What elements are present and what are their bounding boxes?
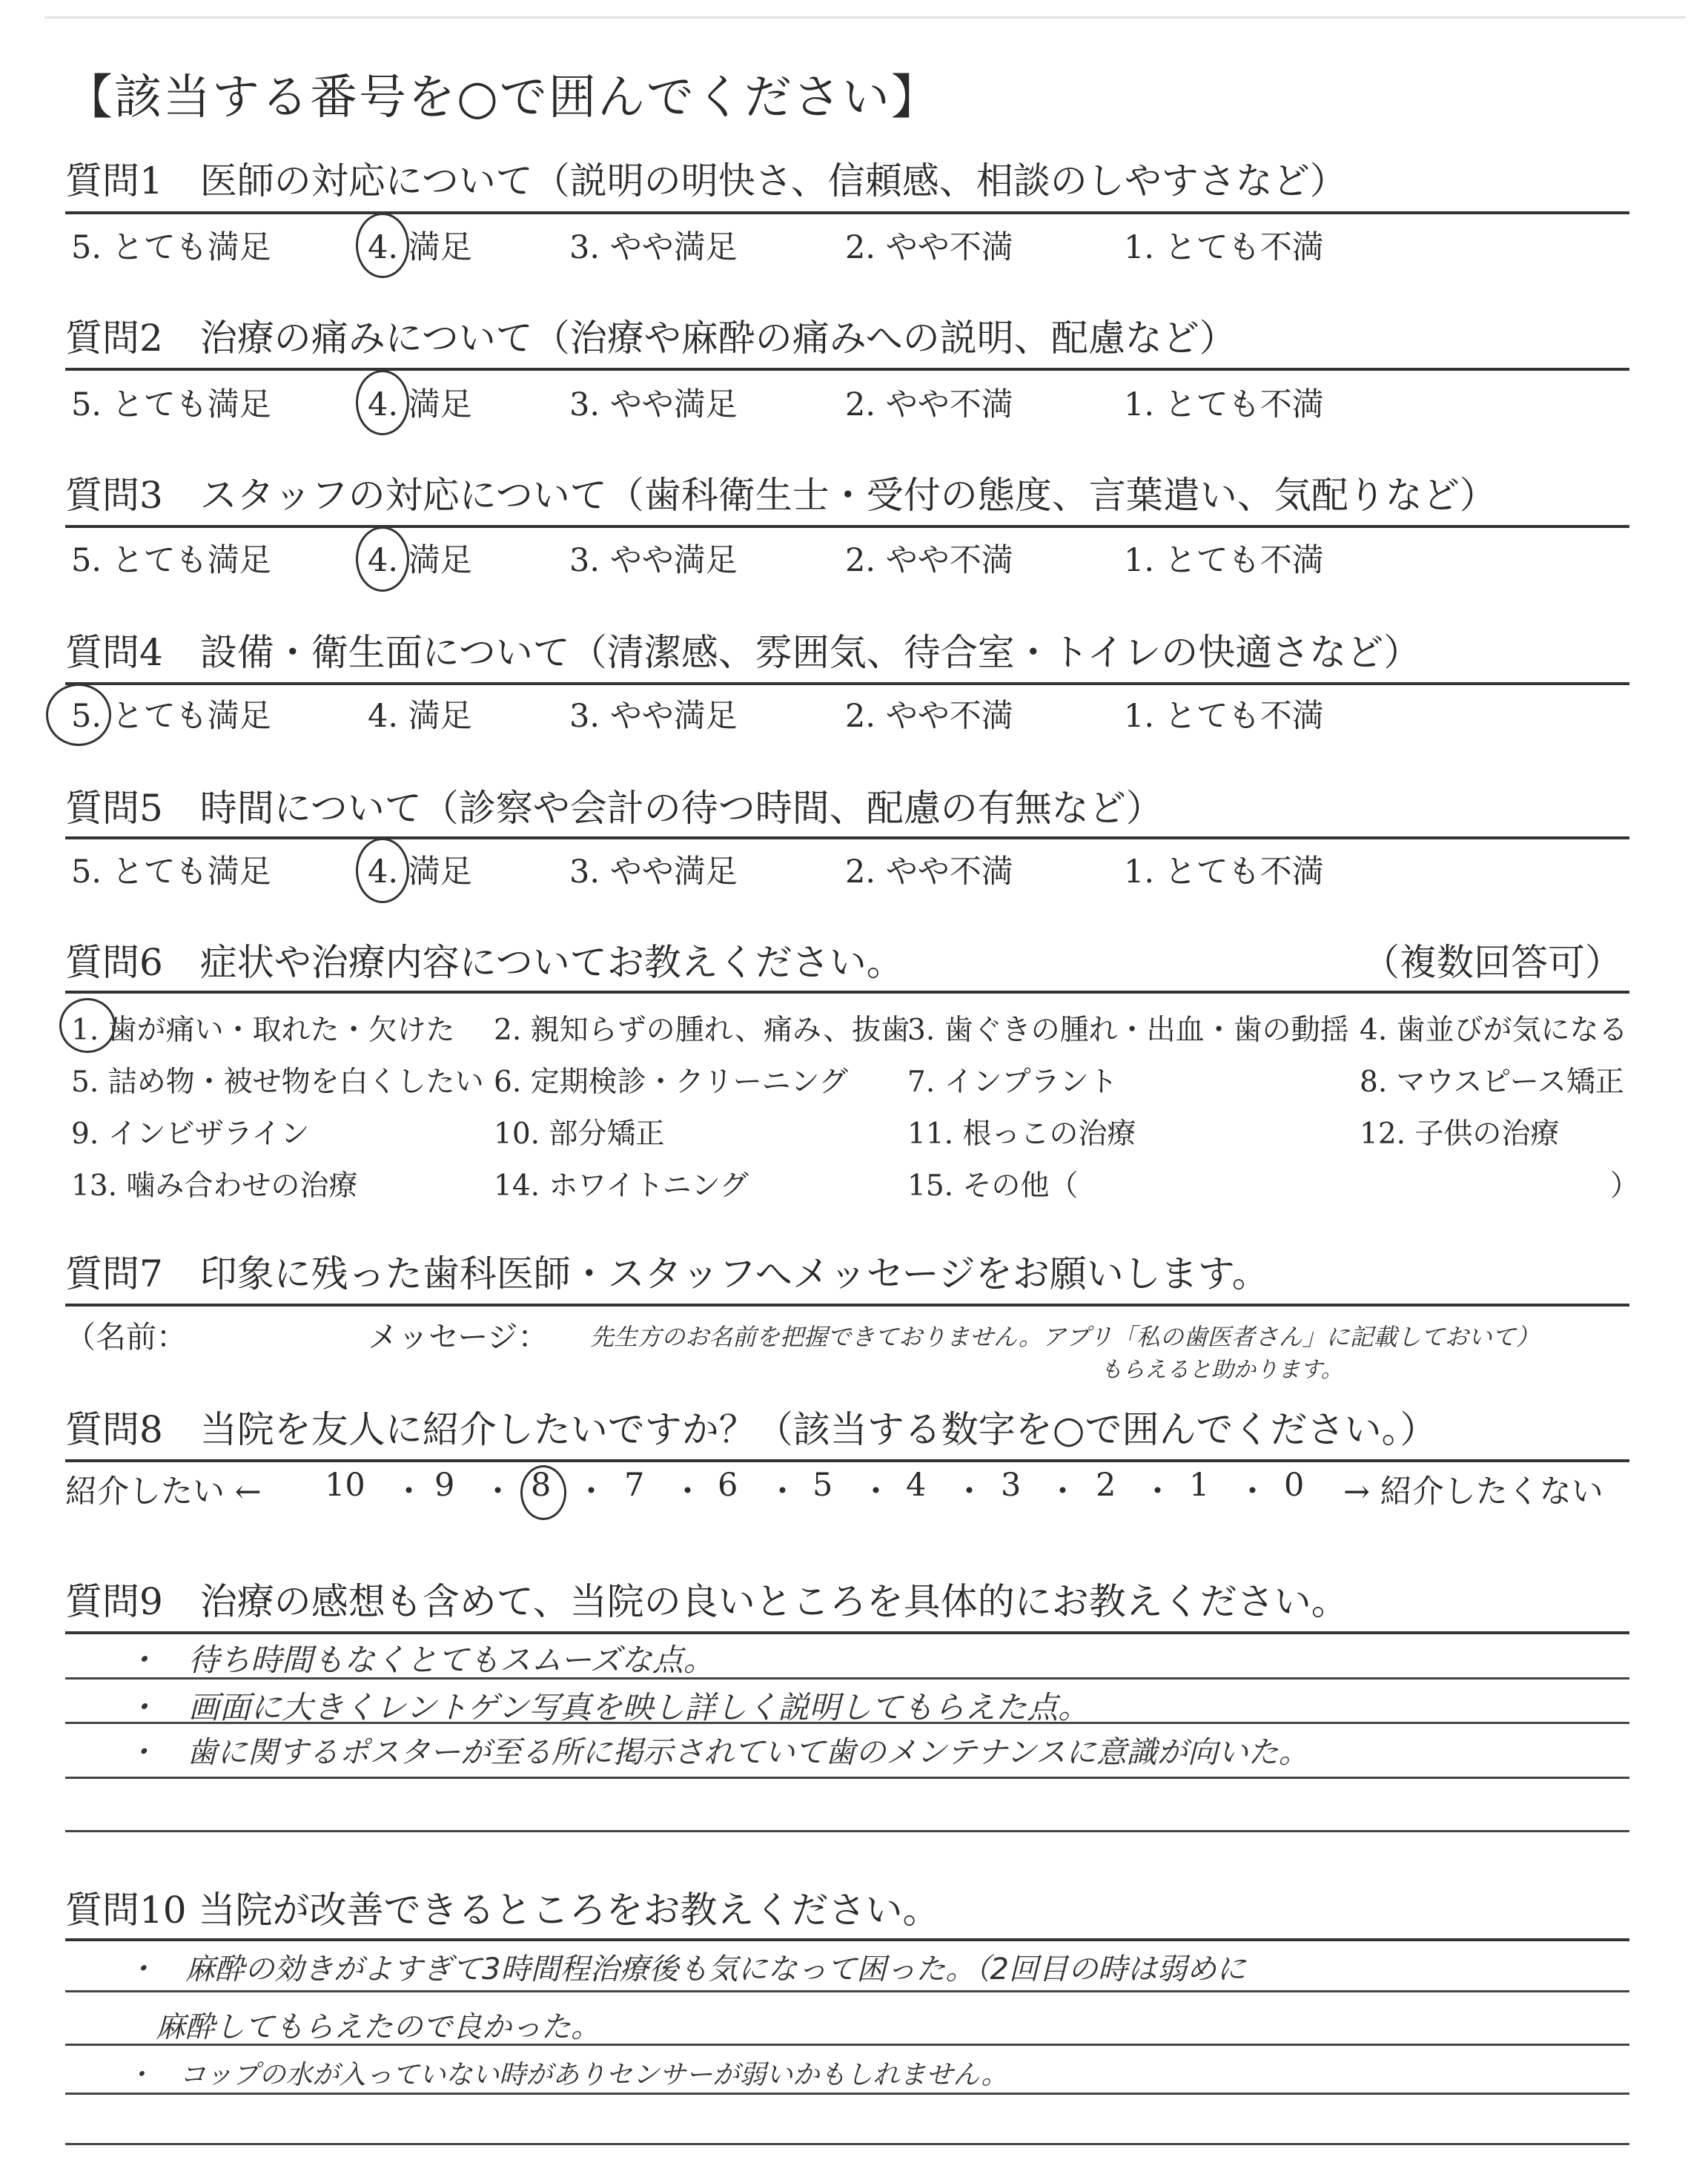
- q9-rule-2: [65, 1677, 1629, 1680]
- q8-score-10[interactable]: 10: [325, 1467, 365, 1504]
- q8-score-4[interactable]: 4: [906, 1467, 927, 1504]
- q1-option-1[interactable]: 1. とても不満: [1124, 229, 1324, 266]
- q8-separator: ・: [482, 1473, 514, 1510]
- q8-separator: ・: [1142, 1473, 1174, 1510]
- q3-rule: [65, 525, 1629, 528]
- q8-right-label: → 紹介したくない: [1343, 1473, 1603, 1510]
- q6-item-13[interactable]: 13. 噛み合わせの治療: [71, 1169, 358, 1203]
- q9-rule-5: [65, 1830, 1629, 1832]
- q8-selection-circle: [520, 1465, 566, 1520]
- q5-options: [65, 847, 1629, 891]
- q8-score-7[interactable]: 7: [624, 1467, 645, 1504]
- q4-option-1[interactable]: 1. とても不満: [1124, 698, 1324, 735]
- q6-title: 質問6 症状や治療内容についてお教えください。: [65, 941, 904, 984]
- q8-separator: ・: [1047, 1473, 1079, 1510]
- q6-item-4[interactable]: 4. 歯並びが気になる: [1360, 1014, 1628, 1047]
- q8-score-0[interactable]: 0: [1284, 1467, 1305, 1504]
- q8-separator: ・: [393, 1473, 425, 1510]
- q10-rule-2: [65, 1990, 1629, 1992]
- q4-selection-circle: [46, 684, 111, 746]
- q1-selection-circle: [356, 213, 409, 278]
- q4-option-3[interactable]: 3. やや満足: [569, 698, 738, 735]
- q3-selection-circle: [356, 526, 409, 592]
- q2-option-3[interactable]: 3. やや満足: [569, 386, 738, 423]
- q8-rule: [65, 1459, 1629, 1462]
- q3-option-2[interactable]: 2. やや不満: [845, 542, 1013, 579]
- q2-rule: [65, 368, 1629, 371]
- q4-option-5[interactable]: 5. とても満足: [71, 698, 271, 735]
- q7-name-label: （名前：: [65, 1319, 187, 1355]
- q1-option-5[interactable]: 5. とても満足: [71, 229, 271, 266]
- q5-rule: [65, 836, 1629, 839]
- q10-rule-5: [65, 2143, 1629, 2145]
- q8-score-5[interactable]: 5: [812, 1467, 833, 1504]
- q1-option-3[interactable]: 3. やや満足: [569, 229, 738, 266]
- q8-score-6[interactable]: 6: [718, 1467, 738, 1504]
- q4-options: [65, 691, 1629, 736]
- q8-separator: ・: [575, 1473, 607, 1510]
- q3-option-1[interactable]: 1. とても不満: [1124, 542, 1324, 579]
- q6-item-9[interactable]: 9. インビザライン: [71, 1117, 310, 1151]
- q1-options: [65, 222, 1629, 267]
- q8-title: 質問8 当院を友人に紹介したいですか？（該当する数字を○で囲んでください。）: [65, 1408, 1437, 1451]
- q9-answer-2: ・ 画面に大きくレントゲン写真を映し詳しく説明してもらえた点。: [126, 1689, 1090, 1725]
- q9-title: 質問9 治療の感想も含めて、当院の良いところを具体的にお教えください。: [65, 1580, 1348, 1623]
- instruction-heading: 【該当する番号を○で囲んでください】: [65, 70, 940, 125]
- q5-option-5[interactable]: 5. とても満足: [71, 853, 271, 891]
- q8-separator: ・: [767, 1473, 798, 1510]
- q9-rule-3: [65, 1722, 1629, 1724]
- q7-message-label: メッセージ：: [368, 1319, 549, 1355]
- q6-item-8[interactable]: 8. マウスピース矯正: [1360, 1066, 1624, 1099]
- q5-option-2[interactable]: 2. やや不満: [845, 853, 1013, 891]
- q5-selection-circle: [356, 838, 409, 903]
- q4-rule: [65, 682, 1629, 685]
- q5-title: 質問5 時間について（診察や会計の待つ時間、配慮の有無など）: [65, 787, 1163, 830]
- q8-score-1[interactable]: 1: [1189, 1467, 1210, 1504]
- q3-option-3[interactable]: 3. やや満足: [569, 542, 738, 579]
- q6-item-12[interactable]: 12. 子供の治療: [1360, 1117, 1560, 1151]
- q1-option-2[interactable]: 2. やや不満: [845, 229, 1013, 266]
- q6-item-15[interactable]: 15. その他（: [907, 1169, 1079, 1203]
- q10-rule-3: [65, 2044, 1629, 2046]
- q2-option-4[interactable]: 4. 満足: [368, 386, 472, 423]
- q6-multi-answer-note: （複数回答可）: [1363, 941, 1622, 984]
- q7-rule: [65, 1304, 1629, 1307]
- q3-options: [65, 535, 1629, 580]
- q2-title: 質問2 治療の痛みについて（治療や麻酔の痛みへの説明、配慮など）: [65, 317, 1237, 360]
- q10-answer-1: ・ 麻酔の効きがよすぎて3時間程治療後も気になって困った。（2回目の時は弱めに: [126, 1952, 1246, 1986]
- q6-item-2[interactable]: 2. 親知らずの腫れ、痛み、抜歯: [494, 1014, 910, 1047]
- q8-score-8[interactable]: 8: [531, 1467, 552, 1504]
- q10-answer-2: 麻酔してもらえたので良かった。: [156, 2010, 600, 2044]
- q7-message-line-1: 先生方のお名前を把握できておりません。アプリ「私の歯医者さん」に記載しておいて）: [590, 1323, 1540, 1351]
- q6-item-11[interactable]: 11. 根っこの治療: [907, 1117, 1136, 1151]
- q8-separator: ・: [1237, 1473, 1268, 1510]
- q9-rule-4: [65, 1777, 1629, 1779]
- q3-option-5[interactable]: 5. とても満足: [71, 542, 271, 579]
- q2-options: [65, 380, 1629, 424]
- q4-option-4[interactable]: 4. 満足: [368, 698, 472, 735]
- q6-item-1[interactable]: 1. 歯が痛い・取れた・欠けた: [71, 1014, 455, 1047]
- q6-selection-circle: [59, 998, 116, 1053]
- q6-item-10[interactable]: 10. 部分矯正: [494, 1117, 665, 1151]
- q8-score-2[interactable]: 2: [1096, 1467, 1116, 1504]
- q8-score-9[interactable]: 9: [434, 1467, 455, 1504]
- q6-item-5[interactable]: 5. 詰め物・被せ物を白くしたい: [71, 1066, 484, 1099]
- q1-rule: [65, 211, 1629, 214]
- q1-title: 質問1 医師の対応について（説明の明快さ、信頼感、相談のしやすさなど）: [65, 159, 1347, 202]
- q6-item-14[interactable]: 14. ホワイトニング: [494, 1169, 749, 1203]
- q10-rule-1: [65, 1938, 1629, 1941]
- q9-answer-1: ・ 待ち時間もなくとてもスムーズな点。: [126, 1642, 715, 1678]
- q10-rule-4: [65, 2093, 1629, 2095]
- q5-option-4[interactable]: 4. 満足: [368, 853, 472, 891]
- q9-answer-3: ・ 歯に関するポスターが至る所に掲示されていて歯のメンテナンスに意識が向いた。: [126, 1734, 1309, 1770]
- q4-option-2[interactable]: 2. やや不満: [845, 698, 1013, 735]
- q2-selection-circle: [356, 370, 409, 435]
- q7-title: 質問7 印象に残った歯科医師・スタッフへメッセージをお願いします。: [65, 1252, 1269, 1295]
- q8-separator: ・: [953, 1473, 985, 1510]
- q1-option-4[interactable]: 4. 満足: [368, 229, 472, 266]
- q2-option-1[interactable]: 1. とても不満: [1124, 386, 1324, 423]
- q6-item-6[interactable]: 6. 定期検診・クリーニング: [494, 1066, 848, 1099]
- q8-score-3[interactable]: 3: [1001, 1467, 1022, 1504]
- q6-item-3[interactable]: 3. 歯ぐきの腫れ・出血・歯の動揺: [907, 1014, 1349, 1047]
- top-border: [44, 16, 1686, 19]
- q5-option-3[interactable]: 3. やや満足: [569, 853, 738, 891]
- q5-option-1[interactable]: 1. とても不満: [1124, 853, 1324, 891]
- q10-title: 質問10 当院が改善できるところをお教えください。: [65, 1889, 940, 1932]
- q8-separator: ・: [672, 1473, 704, 1510]
- q6-item-15-close-paren: ）: [1610, 1169, 1640, 1203]
- q3-option-4[interactable]: 4. 満足: [368, 542, 472, 579]
- q2-option-5[interactable]: 5. とても満足: [71, 386, 271, 423]
- q6-item-7[interactable]: 7. インプラント: [907, 1066, 1118, 1099]
- q7-message-line-2: もらえると助かります。: [1100, 1357, 1343, 1383]
- q4-title: 質問4 設備・衛生面について（清潔感、雰囲気、待合室・トイレの快適さなど）: [65, 631, 1421, 674]
- q10-answer-3: ・ コップの水が入っていない時がありセンサーが弱いかもしれません。: [126, 2060, 1008, 2090]
- q6-rule: [65, 991, 1629, 994]
- q3-title: 質問3 スタッフの対応について（歯科衛生士・受付の態度、言葉遣い、気配りなど）: [65, 474, 1497, 517]
- q9-rule-1: [65, 1631, 1629, 1634]
- q8-separator: ・: [860, 1473, 892, 1510]
- q8-left-label: 紹介したい ←: [65, 1473, 262, 1510]
- q2-option-2[interactable]: 2. やや不満: [845, 386, 1013, 423]
